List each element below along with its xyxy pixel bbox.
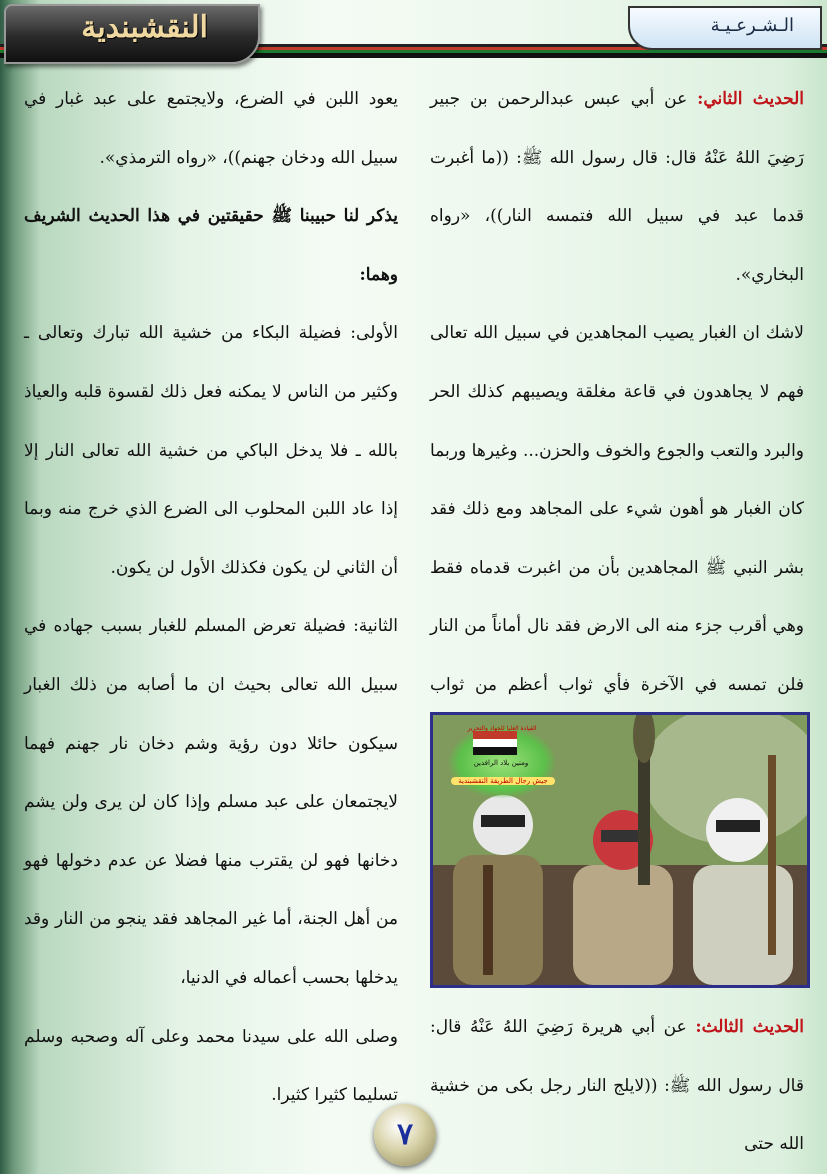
magazine-title-banner <box>4 4 260 64</box>
section-title: الـشـرعـيـة <box>710 15 794 36</box>
left-column <box>24 70 398 1125</box>
page-number: ٧ <box>374 1104 436 1166</box>
mujahideen-photo <box>430 712 810 988</box>
hadith-two-text: عن أبي عبس عبدالرحمن بن جبير رَضِيَ اللهُ عَنْهُ قال: قال رسول الله ﷺ: ((ما أغبرت قدما عبد في سبيل الله فتمسه النار))، «رواه البخاري». <box>430 89 804 285</box>
hadith-three-block <box>430 998 804 1174</box>
closing-prayer: وصلى الله على سيدنا محمد وعلى آله وصحبه وسلم تسليما كثيرا كثيرا. <box>24 1026 398 1106</box>
hadith-two-label: الحديث الثاني: <box>697 89 805 109</box>
first-truth: الأولى: فضيلة البكاء من خشية الله تبارك وتعالى ـ وكثير من الناس لا يمكنه فعل ذلك لقسوة قلبه والعياذ بالله ـ فلا يدخل الباكي من خشية الله تعالى النار إلا إذا عاد اللبن المحلوب الى الضرع الذي خرج منه وبما أن الثاني لن يكون فكذلك الأول لن يكون. <box>24 323 398 578</box>
logo-line-2: ومنين بلاد الرافدين <box>473 759 529 767</box>
hadith-three-label: الحديث الثالث: <box>695 1017 804 1037</box>
hadith-two <box>430 70 804 304</box>
commentary-paragraph: لاشك ان الغبار يصيب المجاهدين في سبيل الله تعالى فهم لا يجاهدون في قاعة مغلقة ويصيبهم كذلك الحر والبرد والتعب والجوع والخوف والحزن... وغيرها وربما كان الغبار هو أهون شيء على المجاهد ومع ذلك فقد بشر النبي ﷺ المجاهدين بأن من اغبرت قدماه فقط وهي أقرب جزء منه الى الارض فقد نال أماناً من النار فلن تمسه في الآخرة فأي ثواب أعظم من ثواب <box>430 323 804 695</box>
logo-line-3: جيش رجال الطريقة النقشبندية <box>451 777 555 785</box>
iraq-flag-icon <box>473 731 517 755</box>
logo-line-1: القيادة العليا للجهاد والتحرير <box>467 725 537 732</box>
section-title-banner <box>628 6 822 50</box>
magazine-title: النقشبندية <box>81 10 208 45</box>
two-truths-intro: يذكر لنا حبيبنا ﷺ حقيقتين في هذا الحديث الشريف وهما: <box>24 206 398 285</box>
hadith-three-text: عن أبي هريرة رَضِيَ اللهُ عَنْهُ قال: قال رسول الله ﷺ: ((لايلج النار رجل بكى من خشية الله حتى <box>430 1017 804 1155</box>
second-truth: الثانية: فضيلة تعرض المسلم للغبار بسبب جهاده في سبيل الله تعالى بحيث ان ما أصابه من ذلك الغبار سيكون حائلا دون رؤية وشم دخان نار جهنم فهما لايجتمعان على عبد مسلم وإذا كان لن يرى ولن يشم دخانها فهو لن يقترب منها فضلا عن عدم دخولها فهو من أهل الجنة، أما غير المجاهد فقد ينجو من النار وقد يدخلها بحسب أعماله في الدنيا، <box>24 616 398 988</box>
hadith-three <box>430 998 804 1174</box>
hadith-three-continued: يعود اللبن في الضرع، ولايجتمع على عبد غبار في سبيل الله ودخان جهنم))، «رواه الترمذي». <box>24 89 398 168</box>
resistance-logo <box>447 725 557 799</box>
right-column <box>430 70 804 773</box>
